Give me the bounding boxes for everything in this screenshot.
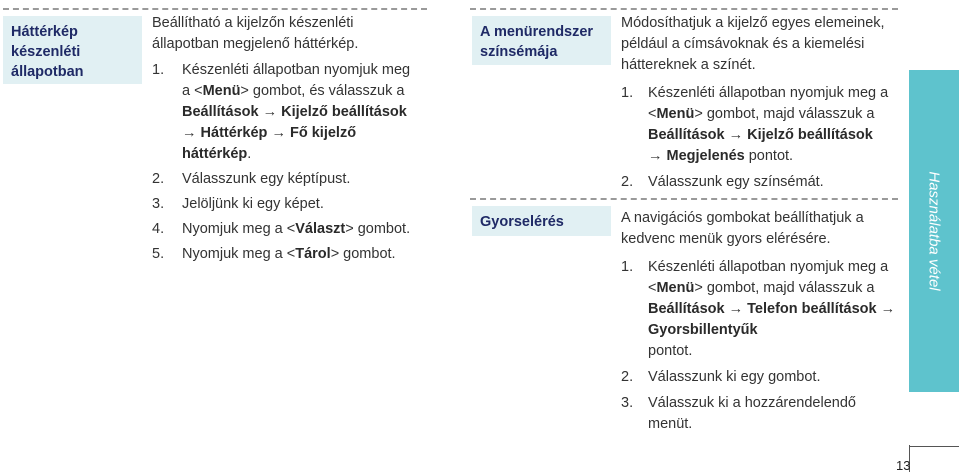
menu-path-item: Beállítások xyxy=(648,301,725,317)
color-step-2 xyxy=(621,172,899,193)
step-text-part: Készenléti állapotban nyomjuk meg a < xyxy=(648,259,889,296)
wallpaper-label-line: állapotban xyxy=(11,64,84,80)
step-number: 5. xyxy=(152,246,165,262)
wallpaper-intro: Beállítható a kijelzőn készenléti állapotban megjelenő háttérkép. xyxy=(152,15,359,52)
chapter-tab xyxy=(909,70,959,392)
wallpaper-section-body xyxy=(152,13,420,265)
step-number: 3. xyxy=(621,395,634,411)
step-text xyxy=(648,257,899,362)
step-text: Válasszuk ki a hozzárendelendő menüt. xyxy=(648,395,856,432)
step-text-part: Nyomjuk meg a < xyxy=(182,246,296,262)
step-text: Válasszunk egy színsémát. xyxy=(648,174,824,190)
step-number: 4. xyxy=(152,221,165,237)
chapter-tab-label: Használatba vétel xyxy=(925,171,943,291)
step-number: 1. xyxy=(621,259,634,275)
step-number: 1. xyxy=(621,85,634,101)
arrow-icon: → xyxy=(262,104,278,120)
shortcut-section-label xyxy=(472,206,611,236)
menu-path-item: Telefon beállítások xyxy=(747,301,877,317)
menu-path-item: Beállítások xyxy=(182,104,259,120)
menu-path-item: Kijelző beállítások xyxy=(747,127,873,143)
step-text-part: Nyomjuk meg a < xyxy=(182,221,296,237)
color-step-1 xyxy=(621,83,899,167)
step-text xyxy=(182,219,410,240)
step-number: 2. xyxy=(152,171,165,187)
menu-path-item: Kijelző beállítások xyxy=(281,104,407,120)
step-text-part: > gombot. xyxy=(345,221,411,237)
softkey-label: Választ xyxy=(295,221,346,237)
wallpaper-step-2 xyxy=(152,169,420,190)
step-text xyxy=(182,244,396,265)
wallpaper-step-4 xyxy=(152,219,420,240)
shortcut-step-3 xyxy=(621,393,899,435)
wallpaper-label-line: Háttérkép xyxy=(11,24,78,40)
menu-path-item: Háttérkép xyxy=(200,125,268,141)
step-text xyxy=(182,60,420,165)
shortcut-step-2 xyxy=(621,367,899,388)
step-text-part: > gombot, majd válasszuk a xyxy=(694,106,875,122)
color-label-line: A menürendszer xyxy=(480,24,594,40)
step-text: Válasszunk ki egy gombot. xyxy=(648,369,821,385)
color-scheme-section-body xyxy=(621,13,899,193)
step-text: Válasszunk egy képtípust. xyxy=(182,171,351,187)
wallpaper-label-line: készenléti xyxy=(11,44,81,60)
arrow-icon: → xyxy=(728,127,744,143)
section-divider xyxy=(470,198,898,200)
color-intro: Módosíthatjuk a kijelző egyes elemeinek, például a címsávoknak és a kiemelési háttereknek a színét. xyxy=(621,15,885,73)
menu-key: Menü xyxy=(656,280,695,296)
wallpaper-step-1 xyxy=(152,60,420,165)
menu-path-item: Gyorsbillentyűk xyxy=(648,322,758,338)
step-text-part: pontot. xyxy=(744,148,794,164)
top-divider-right xyxy=(470,8,898,10)
step-number: 2. xyxy=(621,174,634,190)
step-text-part: Készenléti állapotban nyomjuk meg a < xyxy=(182,62,411,99)
color-label-line: színsémája xyxy=(480,44,558,60)
step-text-part: pontot. xyxy=(648,343,693,359)
step-text-part: > gombot, és válasszuk a xyxy=(240,83,405,99)
top-divider-left xyxy=(3,8,427,10)
shortcut-label-text: Gyorselérés xyxy=(480,214,564,230)
step-number: 2. xyxy=(621,369,634,385)
shortcut-step-1 xyxy=(621,257,899,362)
menu-path-item: Beállítások xyxy=(648,127,725,143)
step-text-part: Készenléti állapotban nyomjuk meg a < xyxy=(648,85,889,122)
shortcut-section-body xyxy=(621,208,899,435)
menu-key: Menü xyxy=(202,83,241,99)
shortcut-intro: A navigációs gombokat beállíthatjuk a kedvenc menük gyors elérésére. xyxy=(621,210,864,247)
wallpaper-section-label xyxy=(3,16,142,84)
step-number: 3. xyxy=(152,196,165,212)
menu-key: Menü xyxy=(656,106,695,122)
step-text-part: > gombot. xyxy=(330,246,396,262)
wallpaper-step-3 xyxy=(152,194,420,215)
page-number: 13 xyxy=(896,458,911,473)
menu-path-item: Megjelenés xyxy=(666,148,745,164)
page-corner-horizontal-line xyxy=(909,446,959,447)
arrow-icon: → xyxy=(880,301,896,317)
arrow-icon: → xyxy=(728,301,744,317)
wallpaper-step-5 xyxy=(152,244,420,265)
step-text: Jelöljünk ki egy képet. xyxy=(182,196,324,212)
step-number: 1. xyxy=(152,62,165,78)
arrow-icon: → xyxy=(182,125,197,141)
arrow-icon: → xyxy=(648,148,663,164)
step-text-part: . xyxy=(247,146,252,162)
menu-path-item: Fő kijelző háttérkép xyxy=(182,125,357,162)
step-text xyxy=(648,83,899,167)
softkey-label: Tárol xyxy=(295,246,331,262)
step-text-part: > gombot, majd válasszuk a xyxy=(694,280,875,296)
arrow-icon: → xyxy=(271,125,286,141)
color-scheme-section-label xyxy=(472,16,611,65)
